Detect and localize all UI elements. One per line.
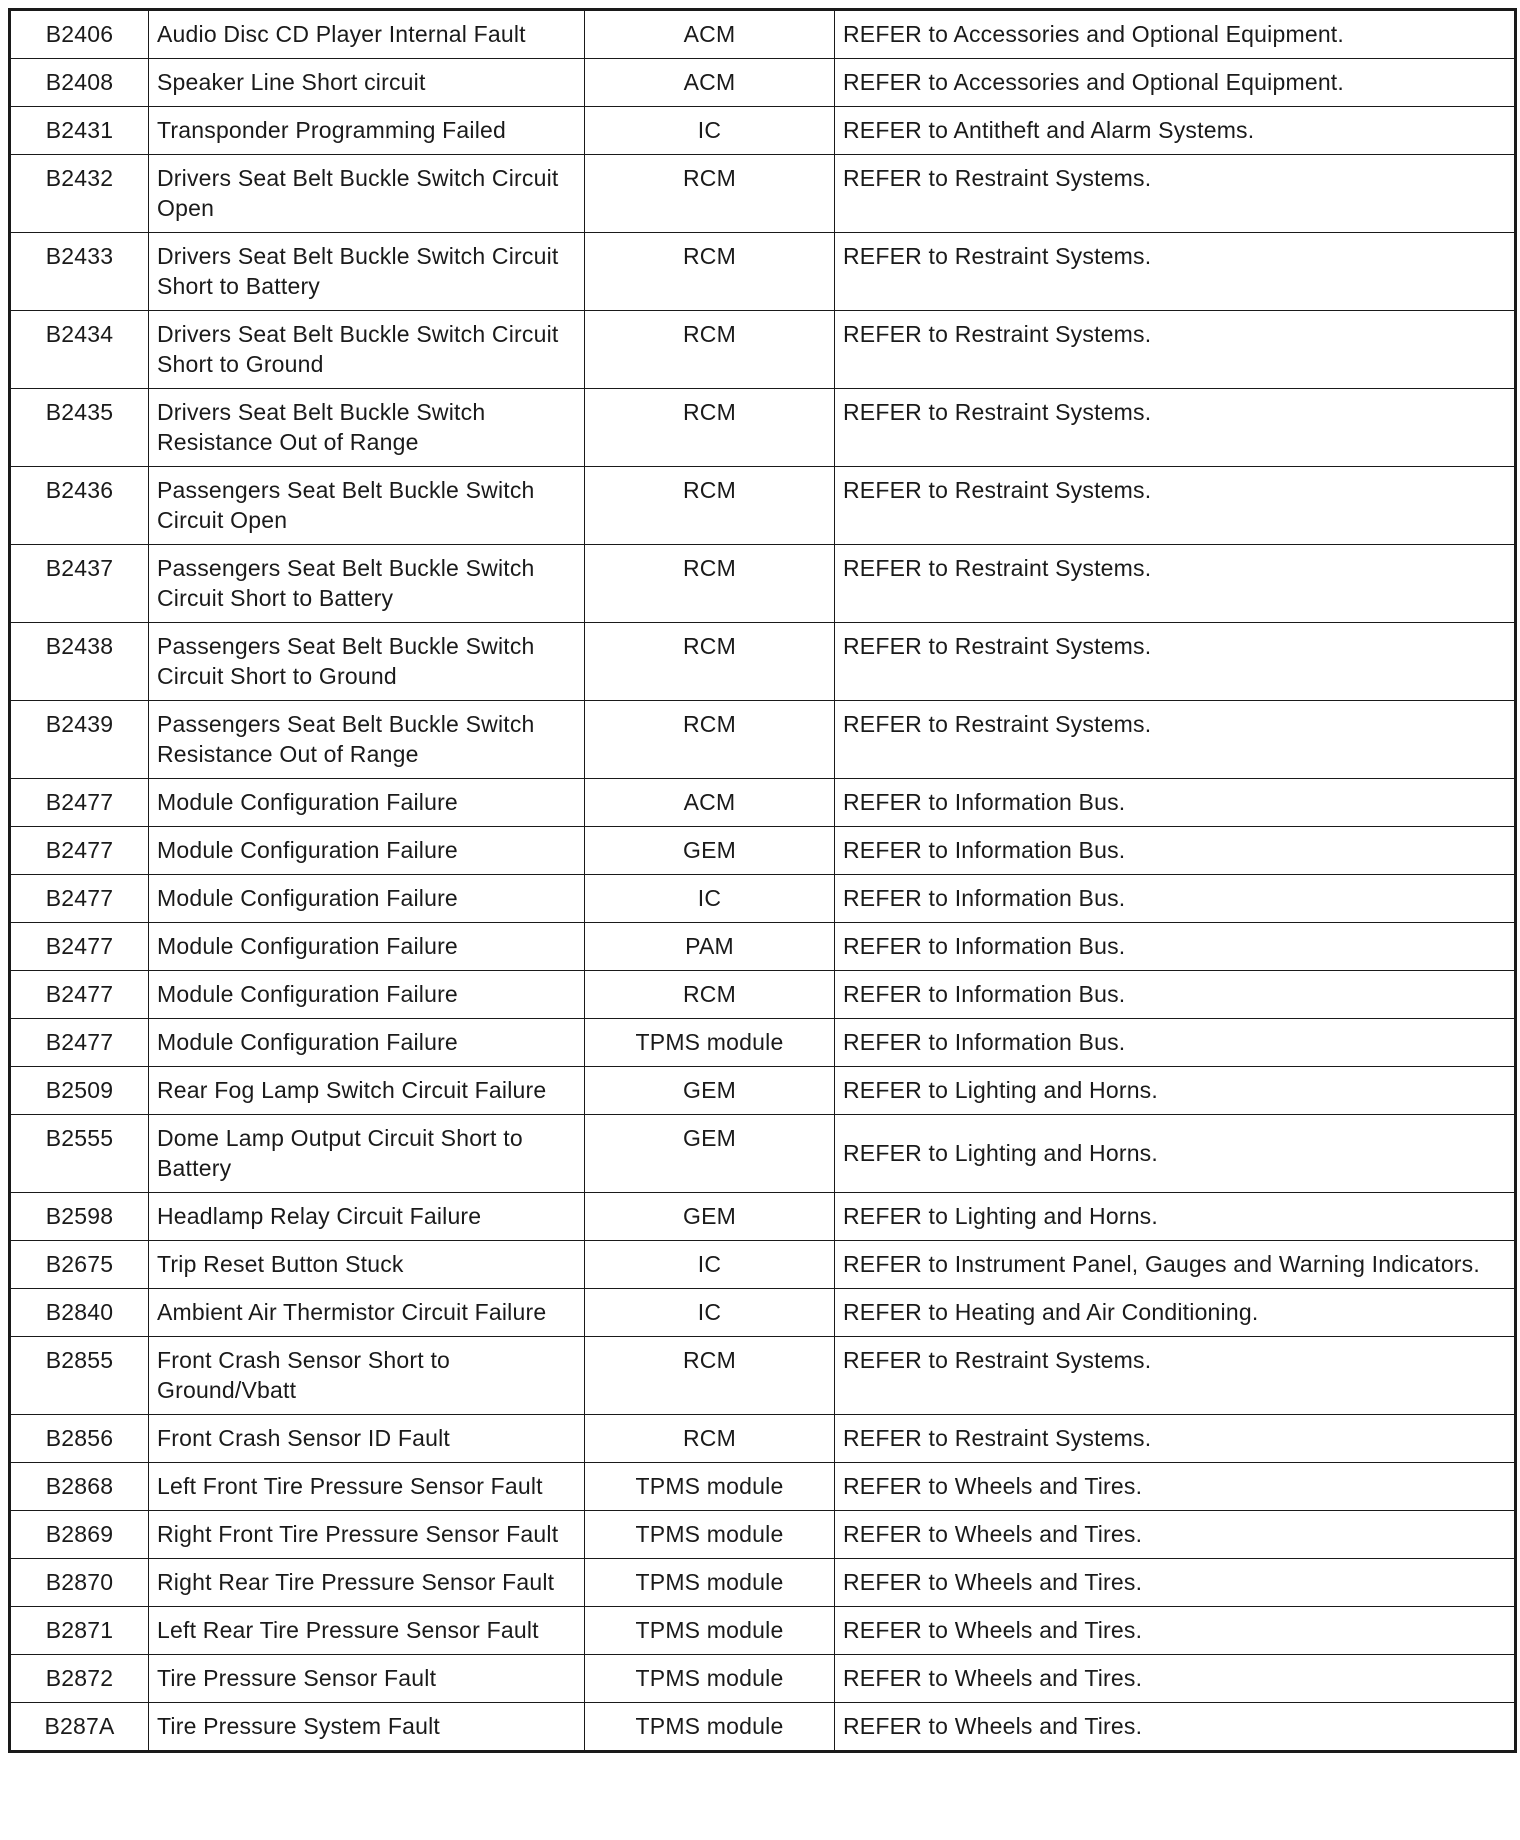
table-row: [10, 1241, 1516, 1289]
module-cell: RCM: [585, 623, 835, 701]
dtc-code-cell: B2436: [10, 467, 149, 545]
dtc-description-cell: Module Configuration Failure: [149, 827, 585, 875]
dtc-code-cell: B2477: [10, 827, 149, 875]
module-cell: RCM: [585, 545, 835, 623]
module-cell: TPMS module: [585, 1019, 835, 1067]
dtc-description-cell: Transponder Programming Failed: [149, 107, 585, 155]
module-cell: IC: [585, 107, 835, 155]
dtc-table-body: [10, 10, 1516, 1752]
module-cell: TPMS module: [585, 1607, 835, 1655]
dtc-code-cell: B2840: [10, 1289, 149, 1337]
dtc-description-cell: Speaker Line Short circuit: [149, 59, 585, 107]
action-cell: REFER to Restraint Systems.: [835, 701, 1516, 779]
dtc-description-cell: Module Configuration Failure: [149, 971, 585, 1019]
table-row: [10, 623, 1516, 701]
dtc-code-cell: B2871: [10, 1607, 149, 1655]
action-cell: REFER to Instrument Panel, Gauges and Warning Indicators.: [835, 1241, 1516, 1289]
dtc-description-cell: Passengers Seat Belt Buckle Switch Circuit Open: [149, 467, 585, 545]
dtc-code-cell: B2555: [10, 1115, 149, 1193]
dtc-description-cell: Front Crash Sensor Short to Ground/Vbatt: [149, 1337, 585, 1415]
module-cell: IC: [585, 1241, 835, 1289]
dtc-description-cell: Passengers Seat Belt Buckle Switch Circuit Short to Ground: [149, 623, 585, 701]
action-cell: REFER to Restraint Systems.: [835, 233, 1516, 311]
table-row: [10, 1019, 1516, 1067]
action-cell: REFER to Heating and Air Conditioning.: [835, 1289, 1516, 1337]
action-cell: REFER to Information Bus.: [835, 1019, 1516, 1067]
table-row: [10, 107, 1516, 155]
module-cell: RCM: [585, 389, 835, 467]
table-row: [10, 779, 1516, 827]
dtc-code-cell: B2437: [10, 545, 149, 623]
dtc-code-cell: B2432: [10, 155, 149, 233]
module-cell: GEM: [585, 1193, 835, 1241]
dtc-description-cell: Drivers Seat Belt Buckle Switch Circuit Open: [149, 155, 585, 233]
module-cell: GEM: [585, 1067, 835, 1115]
action-cell: REFER to Restraint Systems.: [835, 467, 1516, 545]
table-row: [10, 1289, 1516, 1337]
table-row: [10, 827, 1516, 875]
dtc-description-cell: Tire Pressure System Fault: [149, 1703, 585, 1752]
dtc-code-cell: B2431: [10, 107, 149, 155]
action-cell: REFER to Restraint Systems.: [835, 389, 1516, 467]
action-cell: REFER to Restraint Systems.: [835, 623, 1516, 701]
table-row: [10, 1337, 1516, 1415]
action-cell: REFER to Wheels and Tires.: [835, 1559, 1516, 1607]
action-cell: REFER to Wheels and Tires.: [835, 1703, 1516, 1752]
table-row: [10, 233, 1516, 311]
dtc-code-cell: B2477: [10, 923, 149, 971]
dtc-code-cell: B2868: [10, 1463, 149, 1511]
table-row: [10, 1193, 1516, 1241]
dtc-description-cell: Ambient Air Thermistor Circuit Failure: [149, 1289, 585, 1337]
table-row: [10, 155, 1516, 233]
module-cell: IC: [585, 1289, 835, 1337]
table-row: [10, 1415, 1516, 1463]
dtc-code-cell: B2438: [10, 623, 149, 701]
table-row: [10, 1607, 1516, 1655]
dtc-description-cell: Left Front Tire Pressure Sensor Fault: [149, 1463, 585, 1511]
dtc-code-cell: B2872: [10, 1655, 149, 1703]
action-cell: REFER to Information Bus.: [835, 875, 1516, 923]
dtc-code-cell: B2598: [10, 1193, 149, 1241]
action-cell: REFER to Lighting and Horns.: [835, 1193, 1516, 1241]
action-cell: REFER to Restraint Systems.: [835, 311, 1516, 389]
table-row: [10, 1115, 1516, 1193]
dtc-description-cell: Trip Reset Button Stuck: [149, 1241, 585, 1289]
table-row: [10, 875, 1516, 923]
table-row: [10, 545, 1516, 623]
table-row: [10, 1559, 1516, 1607]
dtc-description-cell: Front Crash Sensor ID Fault: [149, 1415, 585, 1463]
module-cell: GEM: [585, 1115, 835, 1193]
module-cell: ACM: [585, 59, 835, 107]
dtc-description-cell: Module Configuration Failure: [149, 779, 585, 827]
dtc-table: [8, 8, 1517, 1753]
dtc-description-cell: Right Front Tire Pressure Sensor Fault: [149, 1511, 585, 1559]
action-cell: REFER to Information Bus.: [835, 827, 1516, 875]
table-row: [10, 10, 1516, 59]
table-row: [10, 1655, 1516, 1703]
dtc-description-cell: Passengers Seat Belt Buckle Switch Resistance Out of Range: [149, 701, 585, 779]
dtc-code-cell: B2870: [10, 1559, 149, 1607]
dtc-code-cell: B2477: [10, 779, 149, 827]
dtc-description-cell: Headlamp Relay Circuit Failure: [149, 1193, 585, 1241]
dtc-code-cell: B2433: [10, 233, 149, 311]
module-cell: RCM: [585, 1415, 835, 1463]
dtc-description-cell: Drivers Seat Belt Buckle Switch Resistance Out of Range: [149, 389, 585, 467]
action-cell: REFER to Information Bus.: [835, 971, 1516, 1019]
module-cell: RCM: [585, 701, 835, 779]
dtc-description-cell: Passengers Seat Belt Buckle Switch Circuit Short to Battery: [149, 545, 585, 623]
dtc-description-cell: Rear Fog Lamp Switch Circuit Failure: [149, 1067, 585, 1115]
action-cell: REFER to Restraint Systems.: [835, 1337, 1516, 1415]
dtc-description-cell: Module Configuration Failure: [149, 923, 585, 971]
dtc-code-cell: B2855: [10, 1337, 149, 1415]
dtc-code-cell: B2477: [10, 1019, 149, 1067]
dtc-description-cell: Left Rear Tire Pressure Sensor Fault: [149, 1607, 585, 1655]
dtc-code-cell: B2477: [10, 875, 149, 923]
dtc-description-cell: Module Configuration Failure: [149, 1019, 585, 1067]
module-cell: RCM: [585, 1337, 835, 1415]
module-cell: GEM: [585, 827, 835, 875]
dtc-description-cell: Drivers Seat Belt Buckle Switch Circuit Short to Ground: [149, 311, 585, 389]
dtc-description-cell: Drivers Seat Belt Buckle Switch Circuit Short to Battery: [149, 233, 585, 311]
document-page: [8, 8, 1514, 1753]
table-row: [10, 701, 1516, 779]
action-cell: REFER to Accessories and Optional Equipment.: [835, 59, 1516, 107]
dtc-description-cell: Tire Pressure Sensor Fault: [149, 1655, 585, 1703]
module-cell: ACM: [585, 779, 835, 827]
module-cell: ACM: [585, 10, 835, 59]
action-cell: REFER to Accessories and Optional Equipment.: [835, 10, 1516, 59]
module-cell: TPMS module: [585, 1511, 835, 1559]
action-cell: REFER to Wheels and Tires.: [835, 1463, 1516, 1511]
dtc-code-cell: B2675: [10, 1241, 149, 1289]
module-cell: TPMS module: [585, 1559, 835, 1607]
module-cell: TPMS module: [585, 1463, 835, 1511]
dtc-description-cell: Audio Disc CD Player Internal Fault: [149, 10, 585, 59]
table-row: [10, 467, 1516, 545]
module-cell: TPMS module: [585, 1703, 835, 1752]
dtc-code-cell: B2439: [10, 701, 149, 779]
dtc-code-cell: B2477: [10, 971, 149, 1019]
dtc-code-cell: B2406: [10, 10, 149, 59]
table-row: [10, 389, 1516, 467]
table-row: [10, 311, 1516, 389]
action-cell: REFER to Information Bus.: [835, 779, 1516, 827]
dtc-code-cell: B2408: [10, 59, 149, 107]
dtc-code-cell: B287A: [10, 1703, 149, 1752]
table-row: [10, 1067, 1516, 1115]
dtc-code-cell: B2869: [10, 1511, 149, 1559]
dtc-code-cell: B2856: [10, 1415, 149, 1463]
module-cell: RCM: [585, 233, 835, 311]
action-cell: REFER to Wheels and Tires.: [835, 1655, 1516, 1703]
action-cell: REFER to Lighting and Horns.: [835, 1067, 1516, 1115]
dtc-code-cell: B2509: [10, 1067, 149, 1115]
module-cell: RCM: [585, 155, 835, 233]
action-cell: REFER to Wheels and Tires.: [835, 1511, 1516, 1559]
action-cell: REFER to Antitheft and Alarm Systems.: [835, 107, 1516, 155]
dtc-description-cell: Dome Lamp Output Circuit Short to Battery: [149, 1115, 585, 1193]
dtc-description-cell: Module Configuration Failure: [149, 875, 585, 923]
module-cell: RCM: [585, 467, 835, 545]
action-cell: REFER to Restraint Systems.: [835, 155, 1516, 233]
action-cell: REFER to Restraint Systems.: [835, 545, 1516, 623]
action-cell: REFER to Lighting and Horns.: [835, 1115, 1516, 1193]
dtc-description-cell: Right Rear Tire Pressure Sensor Fault: [149, 1559, 585, 1607]
table-row: [10, 971, 1516, 1019]
table-row: [10, 1463, 1516, 1511]
module-cell: PAM: [585, 923, 835, 971]
table-row: [10, 1511, 1516, 1559]
table-row: [10, 1703, 1516, 1752]
dtc-code-cell: B2435: [10, 389, 149, 467]
action-cell: REFER to Wheels and Tires.: [835, 1607, 1516, 1655]
dtc-code-cell: B2434: [10, 311, 149, 389]
table-row: [10, 59, 1516, 107]
action-cell: REFER to Information Bus.: [835, 923, 1516, 971]
module-cell: RCM: [585, 311, 835, 389]
module-cell: IC: [585, 875, 835, 923]
table-row: [10, 923, 1516, 971]
action-cell: REFER to Restraint Systems.: [835, 1415, 1516, 1463]
module-cell: RCM: [585, 971, 835, 1019]
module-cell: TPMS module: [585, 1655, 835, 1703]
